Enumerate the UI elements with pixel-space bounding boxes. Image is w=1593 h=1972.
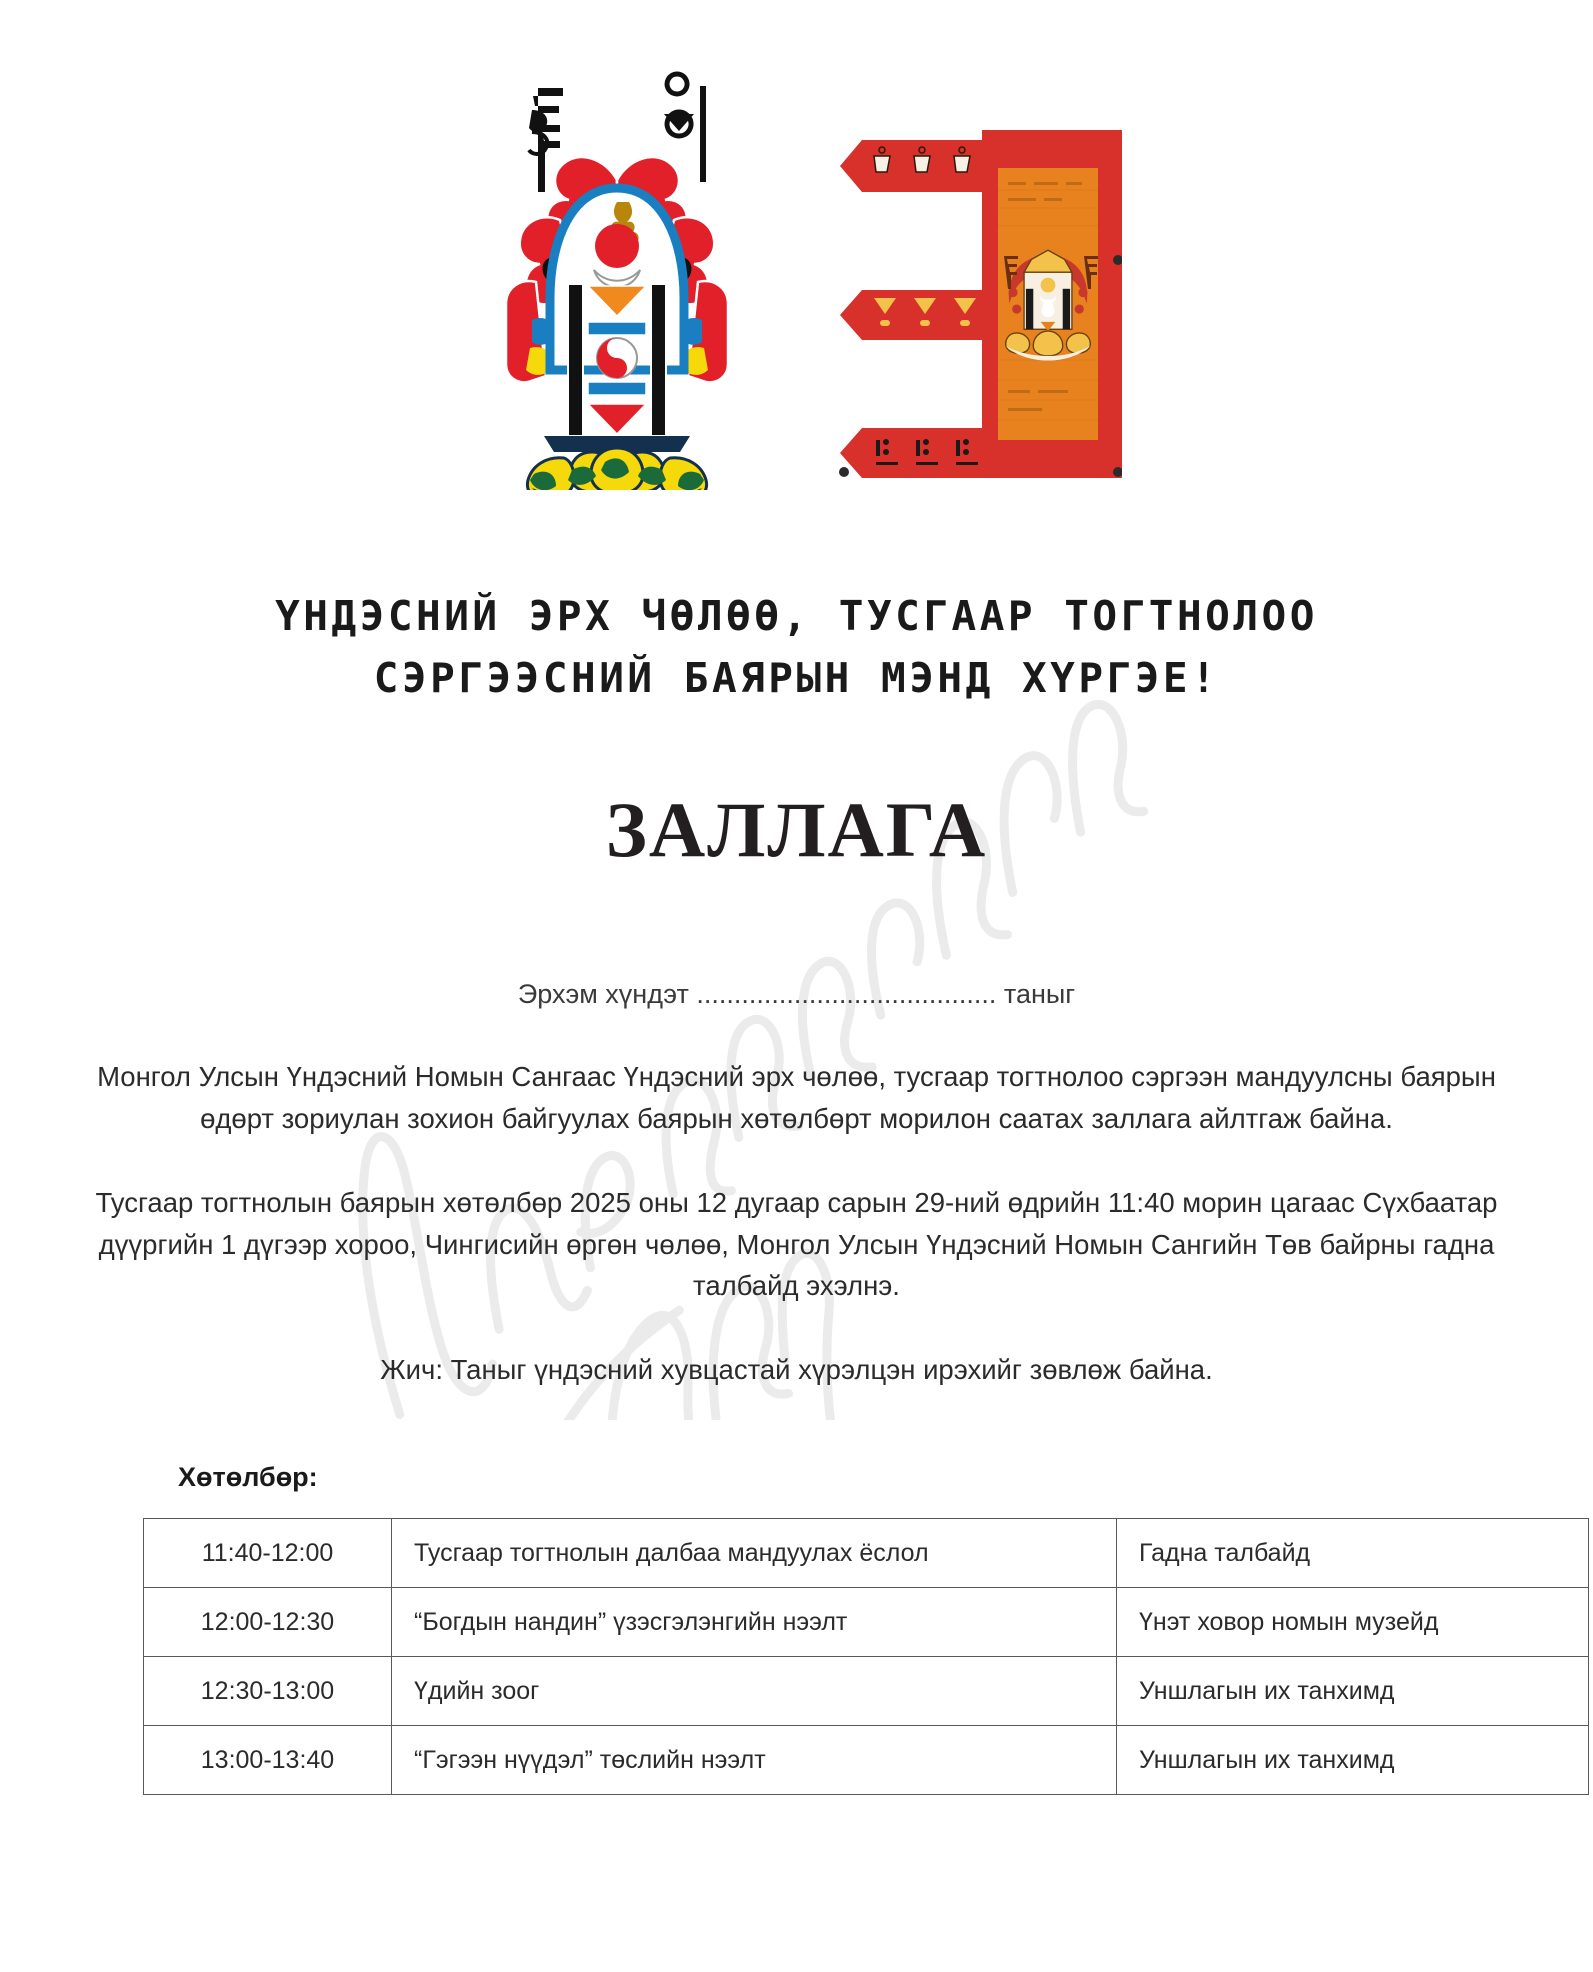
program-event: “Богдын нандин” үзэсгэлэнгийн нээлт (392, 1588, 1117, 1657)
program-label: Хөтөлбөр: (178, 1462, 318, 1492)
paragraph-note: Жич: Таныг үндэсний хувцастай хүрэлцэн ирэхийг зөвлөж байна. (380, 1354, 1213, 1386)
table-row (144, 1726, 1589, 1795)
header-artwork (0, 0, 1593, 520)
program-event: Тусгаар тогтнолын далбаа мандуулах ёслол (392, 1519, 1117, 1588)
program-time: 12:00-12:30 (144, 1588, 392, 1657)
program-table (143, 1518, 1589, 1795)
program-place: Үнэт ховор номын музейд (1117, 1588, 1589, 1657)
paragraph-invitation: Монгол Улсын Үндэсний Номын Сангаас Үндэсний эрх чөлөө, тусгаар тогтнолоо сэргээн мандуулсны баярын өдөрт зориулан зохион байгуулах баярын хөтөлбөрт морилон саатах заллага айлтгаж байна. (97, 1061, 1496, 1134)
soyombo-emblem-icon (472, 70, 762, 490)
greeting-title-line-1: ҮНДЭСНИЙ ЭРХ ЧӨЛӨӨ, ТУСГААР ТОГТНОЛОО (275, 592, 1318, 640)
program-time: 11:40-12:00 (144, 1519, 392, 1588)
letter-body (90, 975, 1503, 1391)
program-place: Уншлагын их танхимд (1117, 1726, 1589, 1795)
table-row (144, 1519, 1589, 1588)
salutation-line: Эрхэм хүндэт ........................................ таныг (517, 979, 1076, 1009)
program-time: 12:30-13:00 (144, 1657, 392, 1726)
program-event: “Гэгээн нүүдэл” төслийн нээлт (392, 1726, 1117, 1795)
paragraph-details: Тусгаар тогтнолын баярын хөтөлбөр 2025 оны 12 дугаар сарын 29-ний өдрийн 11:40 морин цагаас Сүхбаатар дүүргийн 1 дүгээр хороо, Чингисийн өргөн чөлөө, Монгол Улсын Үндэсний Номын Сангийн Төв байрны гадна талбайд эхэлнэ. (95, 1186, 1498, 1302)
program-place: Гадна талбайд (1117, 1519, 1589, 1588)
greeting-title (0, 585, 1593, 710)
program-place: Уншлагын их танхимд (1117, 1657, 1589, 1726)
table-row (144, 1588, 1589, 1657)
greeting-title-line-2: СЭРГЭЭСНИЙ БАЯРЫН МЭНД ХҮРГЭЕ! (373, 654, 1220, 703)
ceremonial-banner-icon (822, 130, 1122, 490)
page-title: ЗАЛЛАГА (605, 786, 988, 873)
program-event: Үдийн зоог (392, 1657, 1117, 1726)
program-time: 13:00-13:40 (144, 1726, 392, 1795)
table-row (144, 1657, 1589, 1726)
